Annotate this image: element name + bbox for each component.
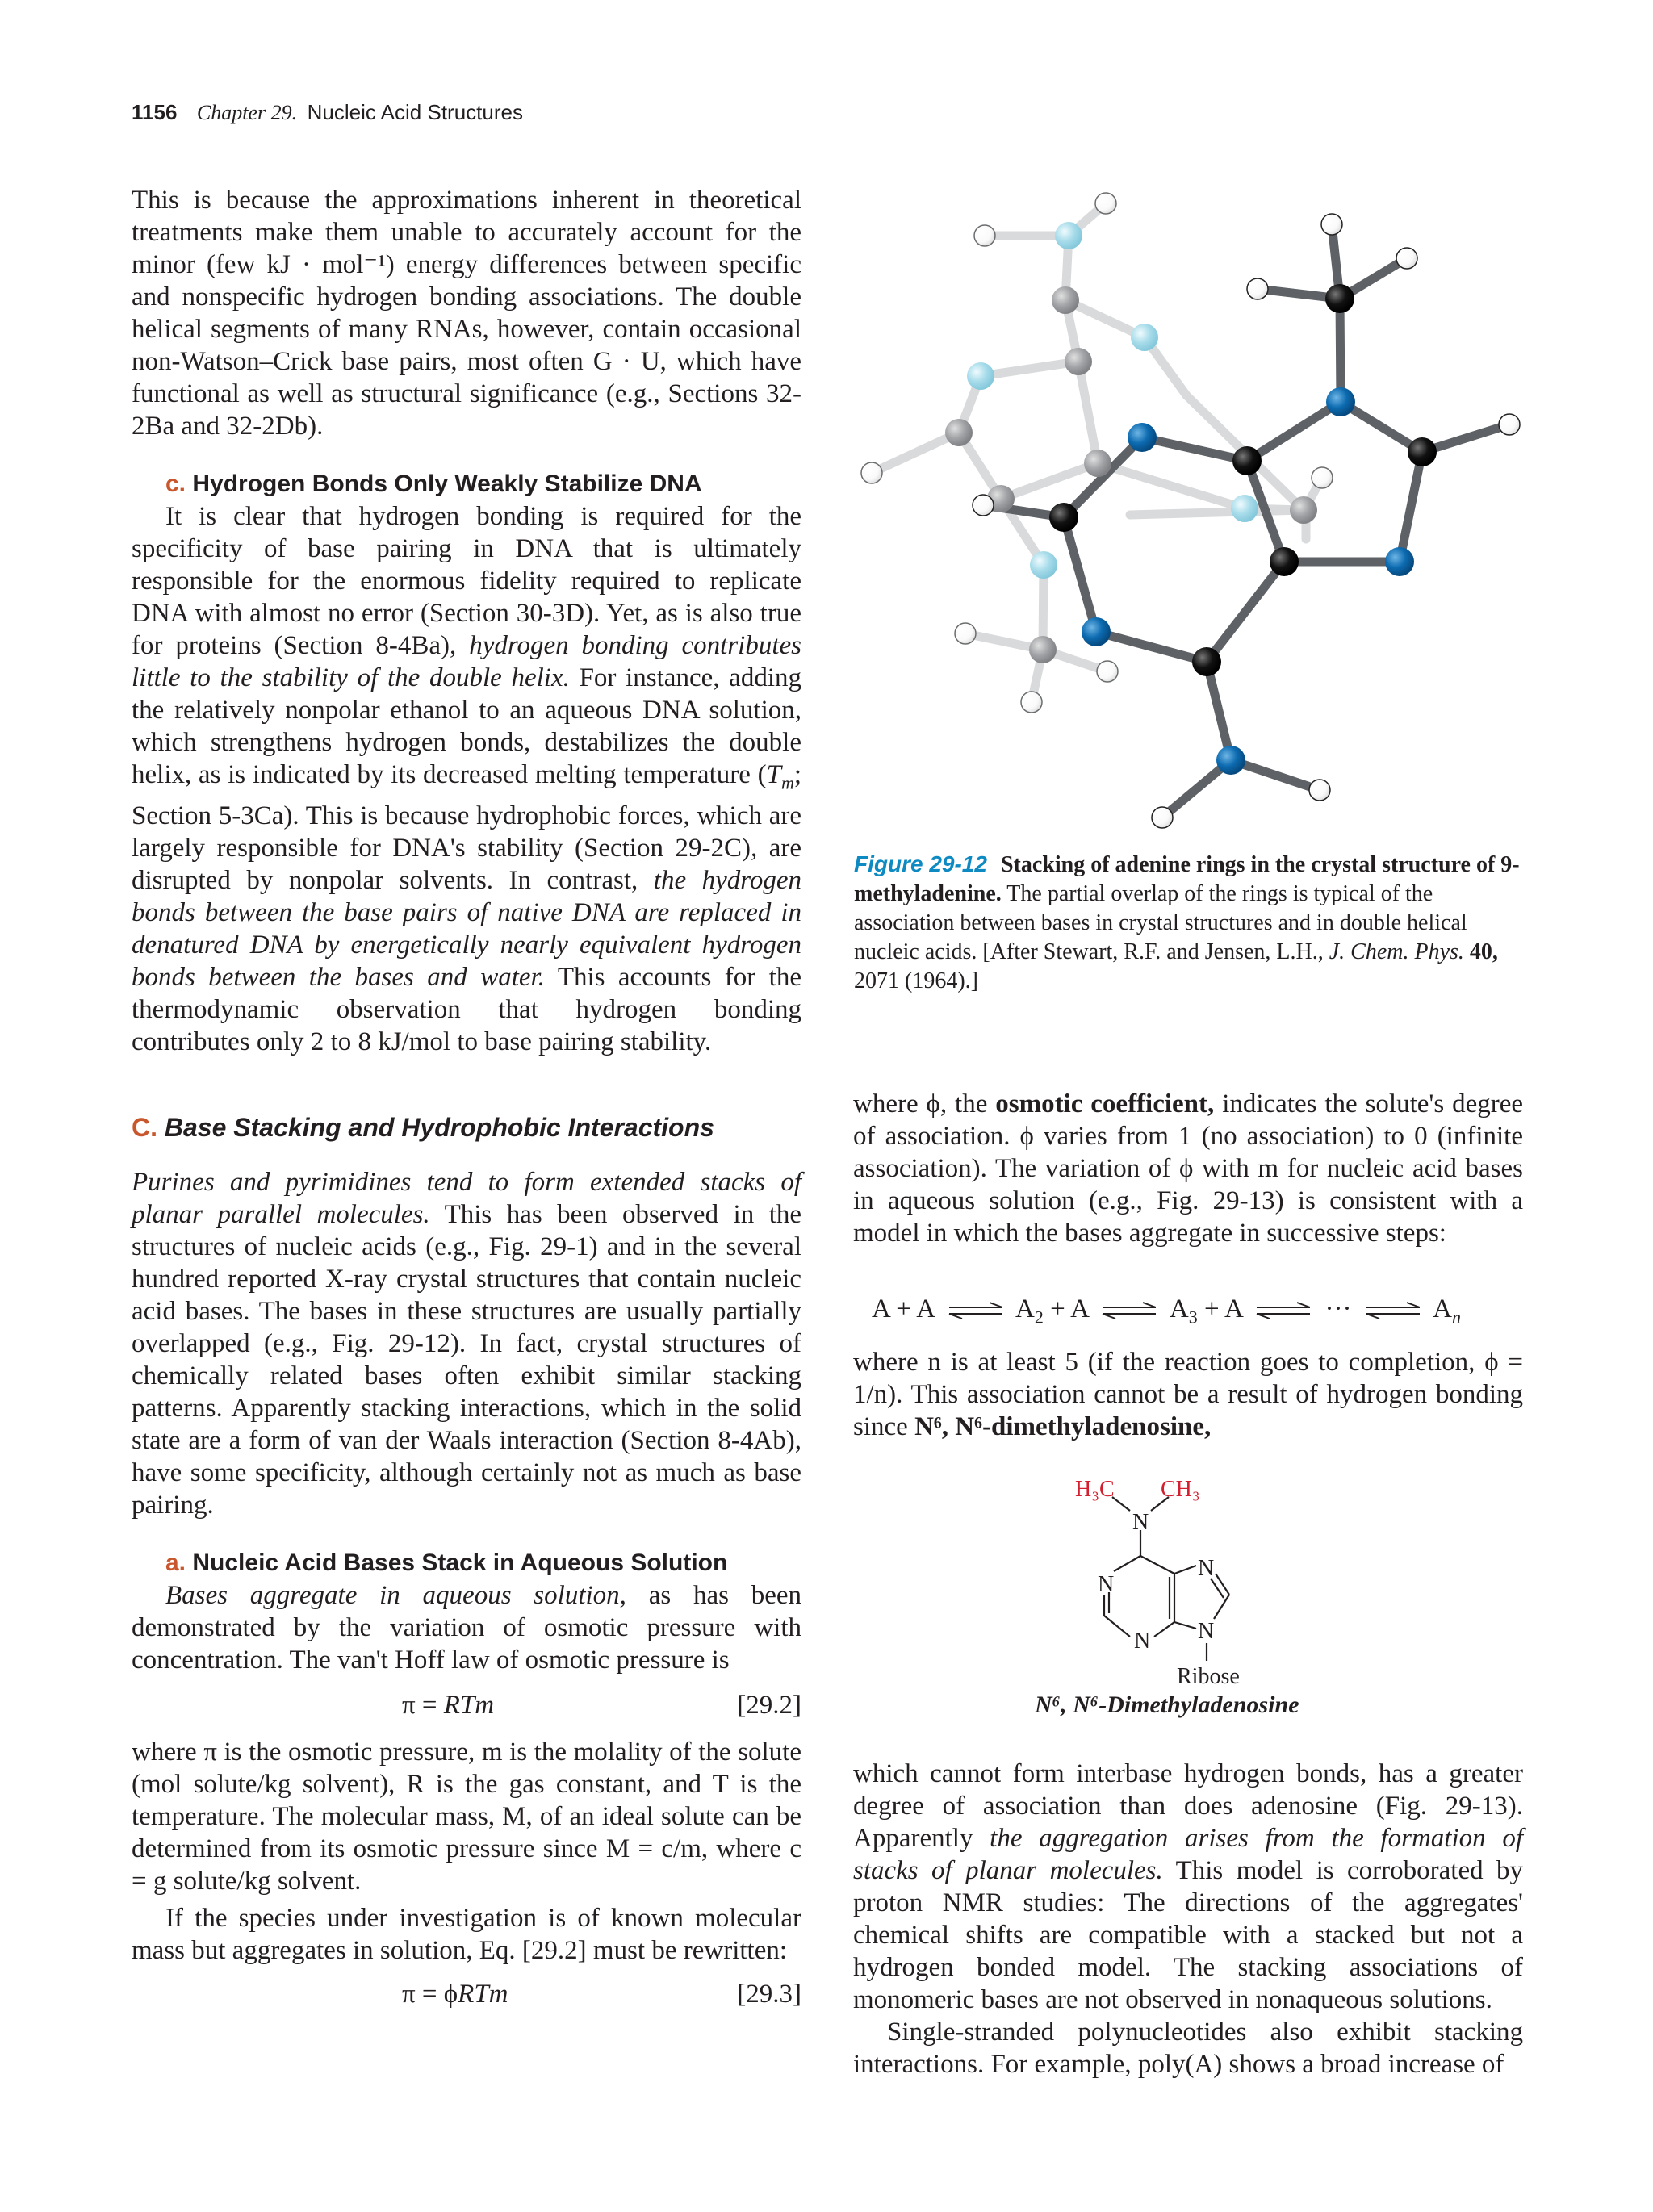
section-C-heading: C. Base Stacking and Hydrophobic Interactions [132, 1112, 714, 1142]
paragraph-interbase: which cannot form interbase hydrogen bonds, has a greater degree of association than does adenosine (Fig. 29-13). Apparently the aggregation arises from the formation of stacks of planar molecules. This model is corroborated by proton NMR studies: The directions of the aggregates' chemical shifts are compatible with a stacked but not a hydrogen bonded model. The stacking associations of monomeric bases are not observed in nonaqueous solutions. [853, 1759, 1524, 2014]
right-column-top [853, 1088, 1523, 1249]
n9-label: N [1198, 1619, 1215, 1644]
methyl-label-left: H₃C [1075, 1477, 1115, 1502]
n3-label: N [1134, 1629, 1151, 1654]
paragraph-osmotic-pressure: where π is the osmotic pressure, m is the molality of the solute (mol solute/kg solvent), R is the gas constant, and T is the temperature. The molecular mass, M, of an ideal solute can be determined from its osmotic pressure since M = c/m, where c = g solute/kg solvent. [132, 1737, 801, 1896]
paragraph-aggregate: Bases aggregate in aqueous solution, as has been demonstrated by the variation of osmotic pressure with concentration. The van't Hoff law of osmotic pressure is [132, 1580, 802, 1675]
equilibrium-arrow [1365, 1302, 1421, 1319]
equilibrium-arrow [1101, 1302, 1157, 1319]
running-header [132, 100, 523, 125]
paragraph-osmotic-coefficient: where ϕ, the osmotic coefficient, indicates the solute's degree of association. ϕ varies from 1 (no association) to 0 (infinite association). The variation of ϕ with m for nucleic acid bases in aqueous solution (e.g., Fig. 29-13) is consistent with a model in which the bases aggregate in successive steps: [853, 1089, 1524, 1248]
subsection-a-heading: a. Nucleic Acid Bases Stack in Aqueous Solution [165, 1549, 728, 1576]
subsection-c-heading: c. Hydrogen Bonds Only Weakly Stabilize DNA [165, 470, 702, 497]
figure-label: Figure 29-12 [854, 851, 987, 876]
paragraph-hydrogen-bonds: It is clear that hydrogen bonding is required for the specificity of base pairing in DNA that is ultimately responsible for the enormous fidelity required to replicate DNA with almost no error (Section 30-3D). Yet, as is also true for proteins (Section 8-4Ba), hydrogen bonding contributes little to the stability of the double helix. For instance, adding the relatively nonpolar ethanol to an aqueous DNA solution, which strengthens hydrogen bonds, destabilizes the double helix, as is indicated by its decreased melting temperature ($T_m$; Section 5-3Ca). This is because hydrophobic forces, which are largely responsible for DNA's stability (Section 29-2C), are disrupted by nonpolar solvents. In contrast, the hydrogen bonds between the base pairs of native DNA are replaced in denatured DNA by energetically nearly equivalent hydrogen bonds between the bases and water. This accounts for the thermodynamic observation that hydrogen bonding contributes only 2 to 8 kJ/mol to base pairing stability. [132, 502, 802, 1056]
figure-caption: Figure 29-12 Stacking of adenine rings in the crystal structure of 9-methyladenine. The partial overlap of the rings is typical of the association between bases in crystal structures and in double helical nucleic acids. [After Stewart, R.F. and Jensen, L.H., J. Chem. Phys. 40, 2071 (1964).] [854, 851, 1520, 993]
compound-name: N⁶, N⁶-Dimethyladenosine [1035, 1691, 1299, 1718]
aggregation-equilibrium: A + A $A_2 + A$ $A_3 + A$ ··· $A_n$ [872, 1294, 1461, 1328]
right-column-middle [853, 1346, 1523, 1443]
chapter-label: Chapter 29. [196, 101, 298, 124]
dimethyladenosine-structure [1025, 1461, 1364, 1719]
equilibrium-arrow [948, 1302, 1004, 1319]
paragraph-species: If the species under investigation is of known molecular mass but aggregates in solution, Eq. [29.2] must be rewritten: [132, 1903, 801, 1965]
page-number: 1156 [132, 100, 178, 124]
intro-paragraph: This is because the approximations inherent in theoretical treatments make them unable to accurately account for the minor (few kJ · mol⁻¹) energy differences between specific and nonspecific hydrogen bonding associations. The double helical segments of many RNAs, however, contain occasional non-Watson–Crick base pairs, most often G · U, which have functional as well as structural significance (e.g., Sections 32-2Ba and 32-2Db). [132, 186, 801, 441]
left-column [132, 184, 801, 2018]
methyl-label-right: CH₃ [1161, 1477, 1200, 1502]
paragraph-n-at-least-5: where n is at least 5 (if the reaction goes to completion, ϕ = 1/n). This association cannot be a result of hydrogen bonding since N⁶, N⁶-dimethyladenosine, [853, 1348, 1523, 1441]
paragraph-base-stacking: Purines and pyrimidines tend to form extended stacks of planar parallel molecules. This has been observed in the structures of nucleic acids (e.g., Fig. 29-1) and in the several hundred reported X-ray crystal structures that contain nucleic acid bases. The bases in these structures are usually partially overlapped (e.g., Fig. 29-12). In fact, crystal structures of chemically related bases often exhibit similar stacking patterns. Apparently stacking interactions, which in the solid state are a form of van der Waals interaction (Section 8-4Ab), have some specificity, although certainly not as much as base pairing. [132, 1167, 802, 1520]
adenine-stacking-figure [839, 178, 1550, 839]
equation-29-3: π = ϕRTm [29.3] [402, 1979, 801, 2009]
n1-label: N [1098, 1572, 1115, 1597]
n7-label: N [1198, 1556, 1215, 1581]
equation-29-2: π = RTm [29.2] [402, 1690, 801, 1720]
ribose-label: Ribose [1177, 1664, 1240, 1689]
amine-n-label: N [1132, 1510, 1149, 1535]
right-column-bottom [853, 1758, 1523, 2080]
chapter-title: Nucleic Acid Structures [307, 100, 523, 124]
paragraph-single-stranded: Single-stranded polynucleotides also exhibit stacking interactions. For example, poly(A) shows a broad increase of [853, 2018, 1523, 2079]
equilibrium-arrow [1255, 1302, 1312, 1319]
